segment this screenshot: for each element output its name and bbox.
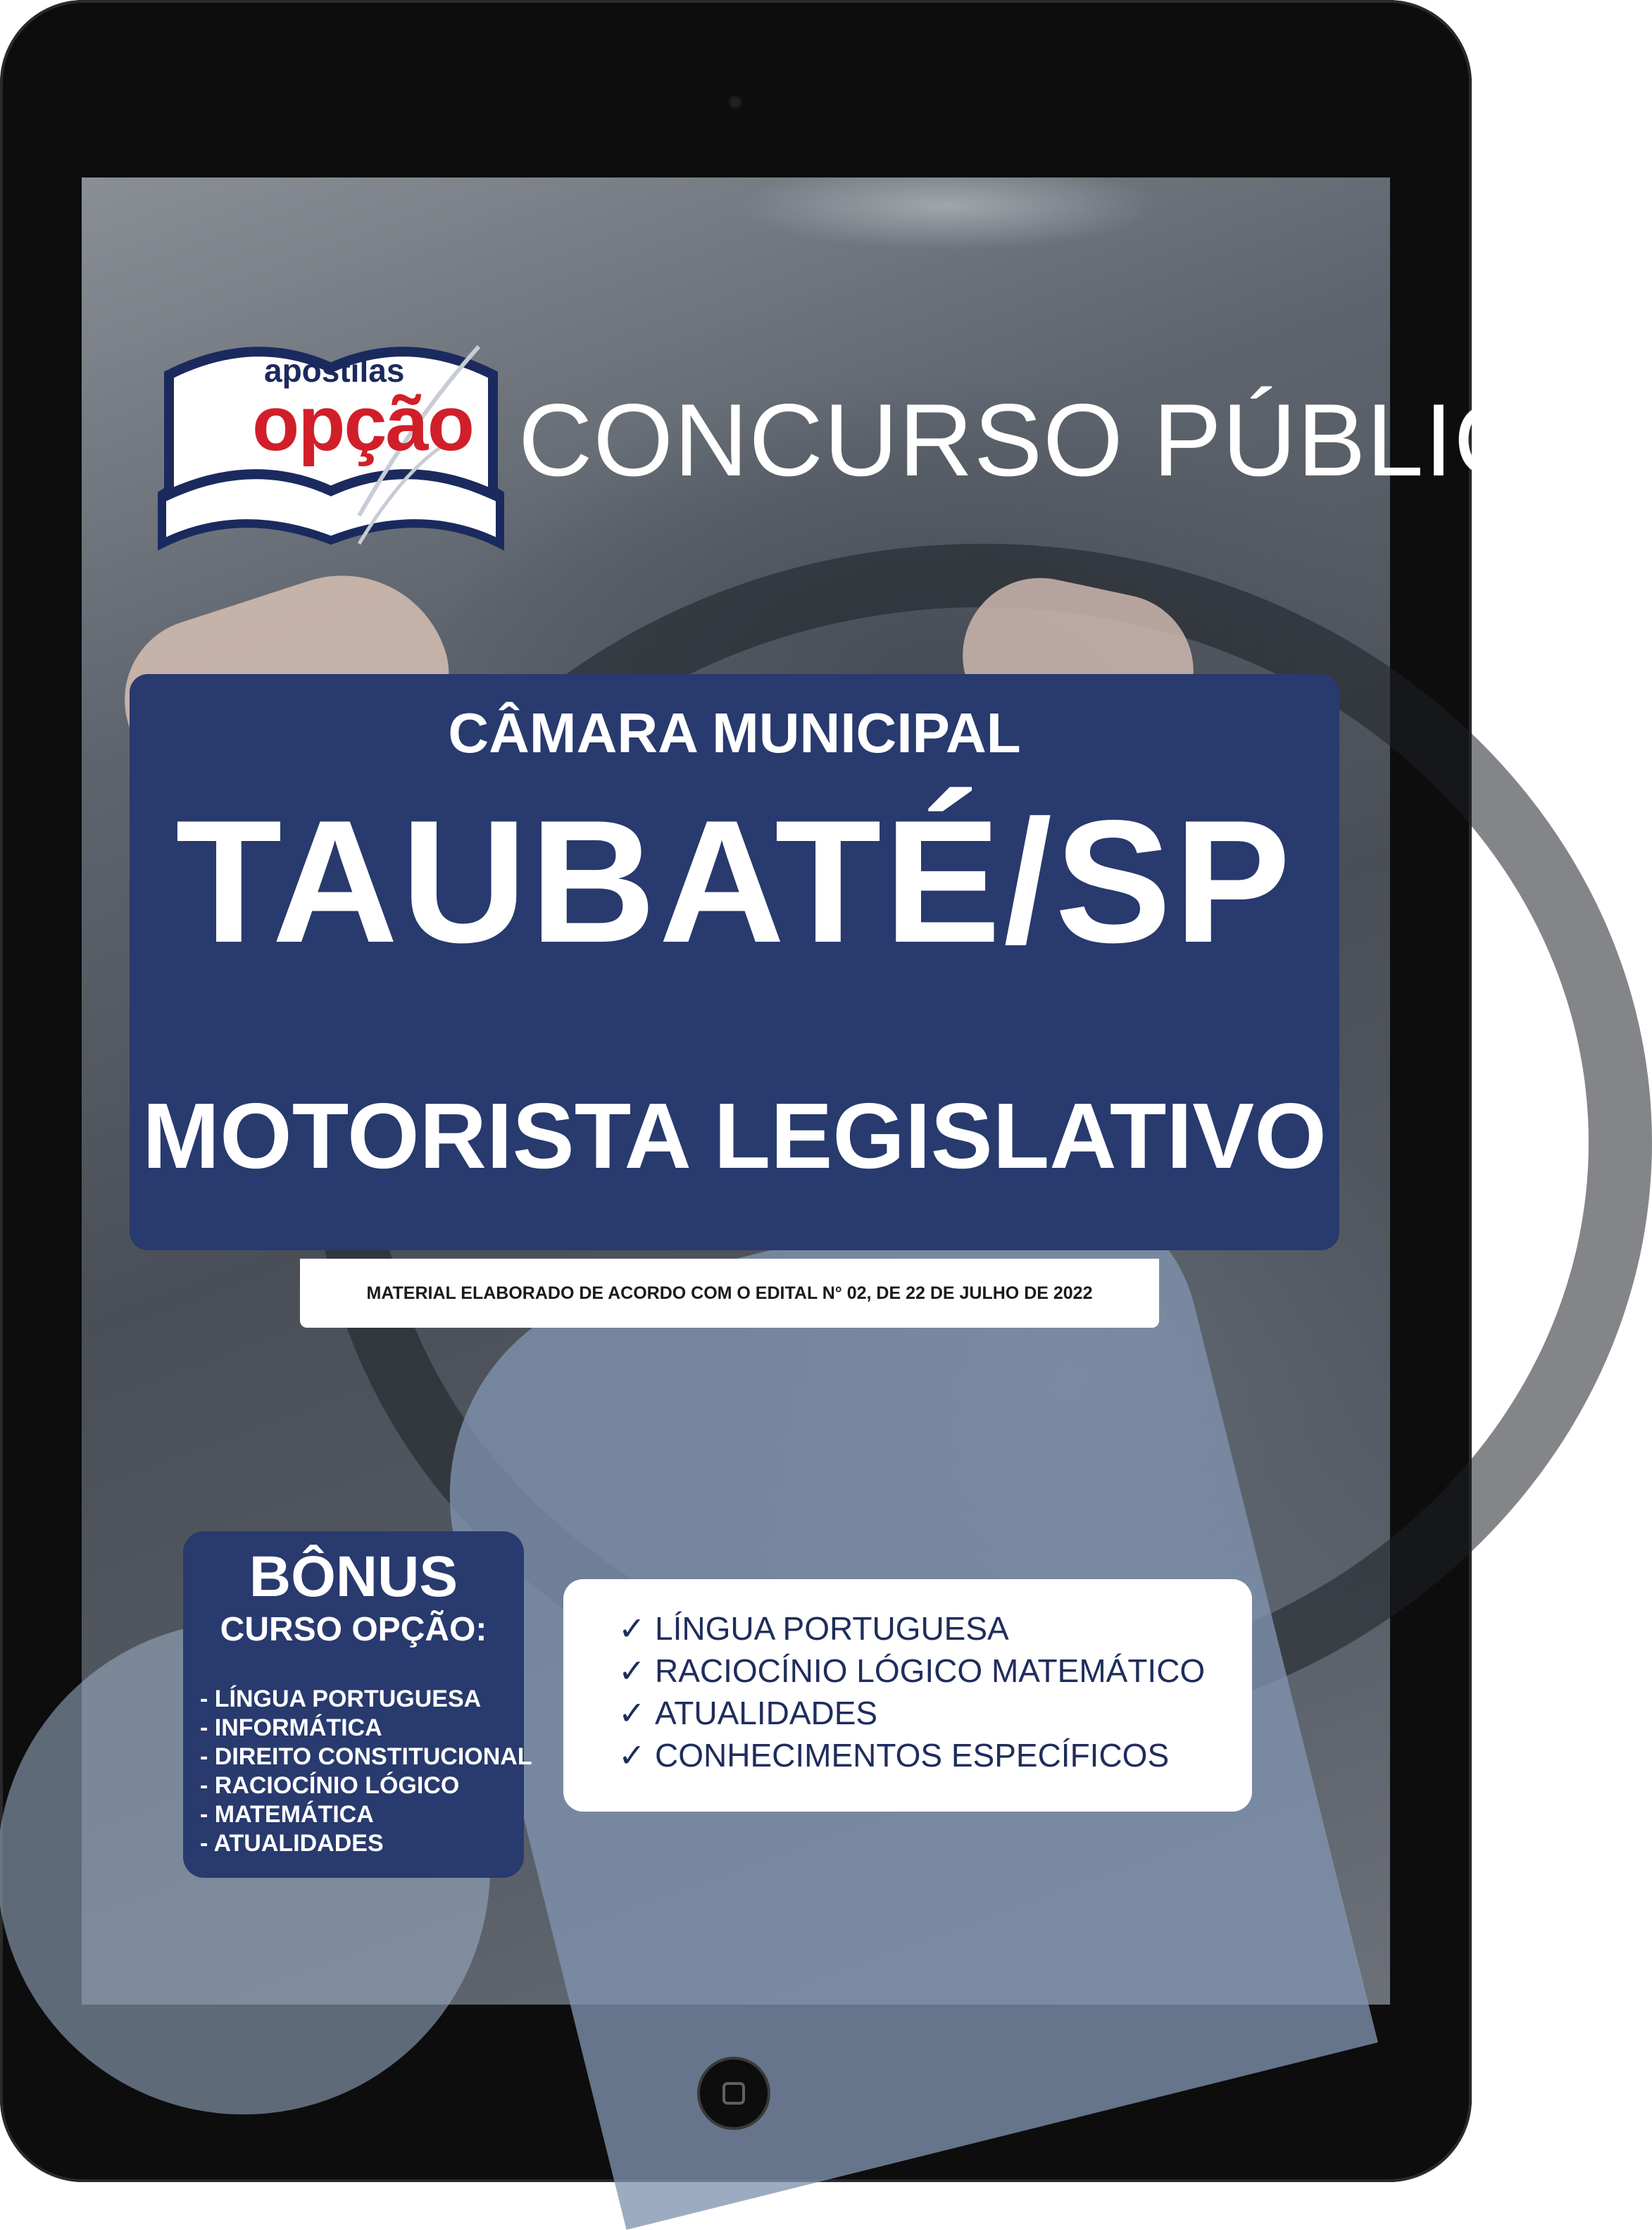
bonus-item: - ATUALIDADES [200, 1830, 384, 1857]
bonus-item: - LÍNGUA PORTUGUESA [200, 1686, 482, 1712]
topics-box [563, 1579, 1252, 1812]
topic-label: LÍNGUA PORTUGUESA [655, 1610, 1009, 1647]
topic-item [618, 1607, 1205, 1650]
bonus-item: - RACIOCÍNIO LÓGICO [200, 1772, 460, 1799]
logo-small-text: apostilas [264, 352, 405, 389]
title-banner [130, 674, 1339, 1250]
check-icon: ✓ [618, 1737, 646, 1774]
bonus-list [200, 1685, 532, 1858]
topics-list [618, 1607, 1205, 1776]
header-title: CONCURSO PÚBLICO [518, 382, 1610, 497]
bonus-item: - MATEMÁTICA [200, 1801, 374, 1828]
topic-item [618, 1692, 1205, 1734]
banner-role: MOTORISTA LEGISLATIVO [142, 1084, 1327, 1188]
camera-icon [730, 97, 740, 107]
check-icon: ✓ [618, 1610, 646, 1647]
bonus-subtitle: CURSO OPÇÃO: [220, 1611, 487, 1648]
edital-note: MATERIAL ELABORADO DE ACORDO COM O EDITAL N° 02, DE 22 DE JULHO DE 2022 [300, 1259, 1159, 1328]
topic-label: CONHECIMENTOS ESPECÍFICOS [655, 1737, 1170, 1774]
logo-main-text: opção [252, 380, 473, 467]
bonus-item: - INFORMÁTICA [200, 1714, 382, 1741]
topic-label: RACIOCÍNIO LÓGICO MATEMÁTICO [655, 1652, 1206, 1689]
check-icon: ✓ [618, 1695, 646, 1731]
book-cover [82, 177, 1610, 2005]
bonus-item: - DIREITO CONSTITUCIONAL [200, 1743, 532, 1770]
apostilas-opcao-logo [148, 332, 514, 565]
topic-label: ATUALIDADES [655, 1695, 878, 1731]
bonus-title: BÔNUS [249, 1545, 458, 1609]
topic-item [618, 1734, 1205, 1776]
home-square-icon [722, 2082, 745, 2105]
banner-subtitle: CÂMARA MUNICIPAL [448, 702, 1021, 764]
bonus-box [183, 1531, 532, 1878]
check-icon: ✓ [618, 1652, 646, 1689]
home-button[interactable] [697, 2057, 770, 2130]
topic-item [618, 1650, 1205, 1692]
banner-city: TAUBATÉ/SP [175, 783, 1294, 979]
